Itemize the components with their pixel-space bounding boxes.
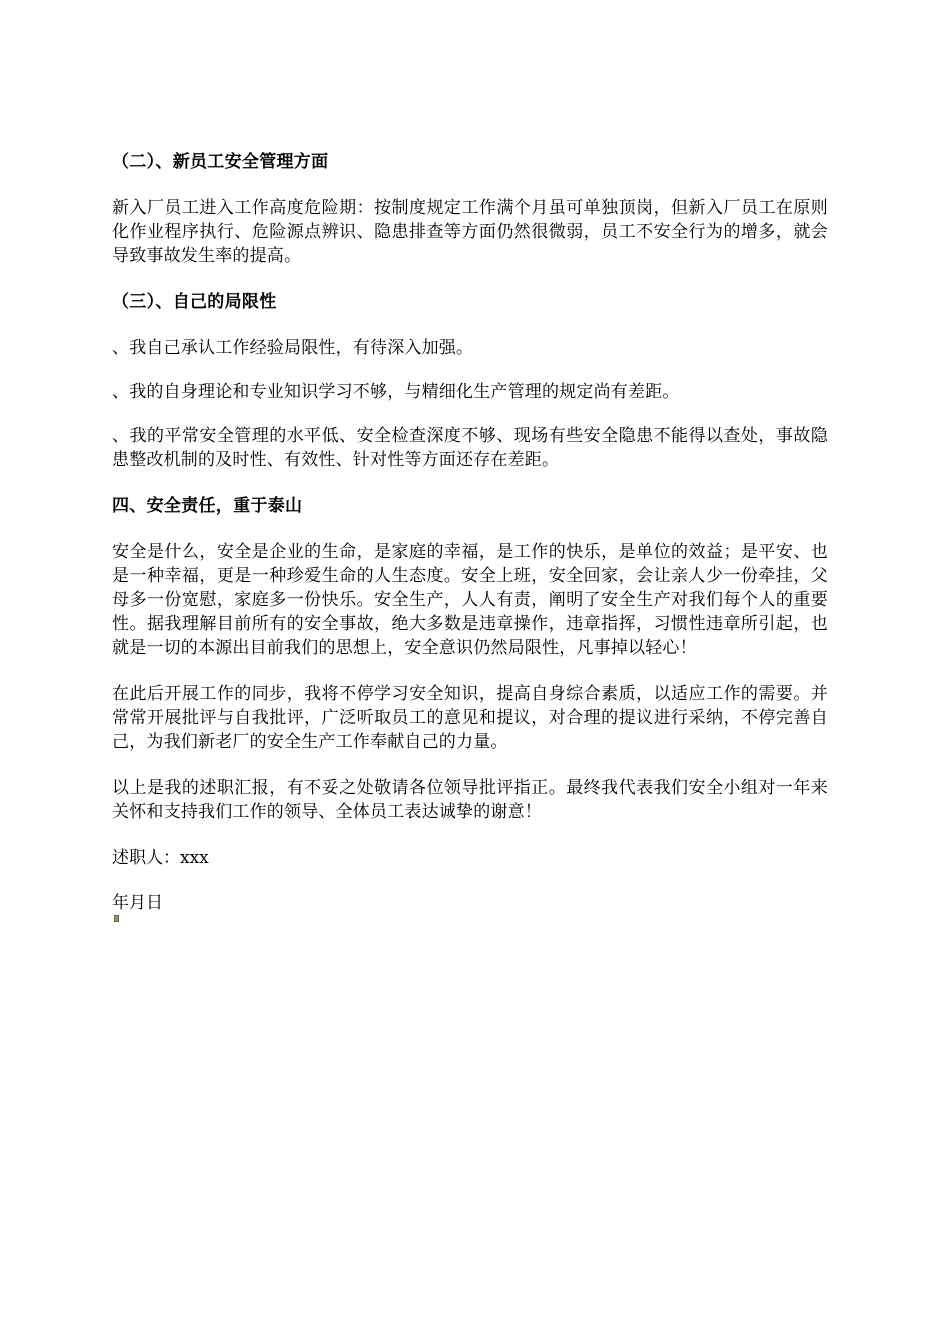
signature-line: 述职人：xxx xyxy=(112,848,209,868)
section-heading-limitations: （三）、自己的局限性 xyxy=(112,292,277,312)
document-page xyxy=(112,150,828,922)
paragraph-closing-thanks: 以上是我的述职汇报，有不妥之处敬请各位领导批评指正。最终我代表我们安全小组对一年来关怀和支持我们工作的领导、全体员工表达诚挚的谢意！ xyxy=(112,778,828,822)
paragraph-limitation-1: 、我自己承认工作经验局限性，有待深入加强。 xyxy=(112,338,474,358)
paragraph-safety-meaning: 安全是什么，安全是企业的生命，是家庭的幸福，是工作的快乐，是单位的效益；是平安、也是一种幸福，更是一种珍爱生命的人生态度。安全上班，安全回家，会让亲人少一份牵挂，父母多一份宽慰，家庭多一份快乐。安全生产，人人有责，阐明了安全生产对我们每个人的重要性。据我理解目前所有的安全事故，绝大多数是违章操作，违章指挥，习惯性违章所引起，也就是一切的本源出目前我们的思想上，安全意识仍然局限性，凡事掉以轻心！ xyxy=(112,542,828,658)
paragraph-limitation-3: 、我的平常安全管理的水平低、安全检查深度不够、现场有些安全隐患不能得以查处，事故隐患整改机制的及时性、有效性、针对性等方面还存在差距。 xyxy=(112,426,828,470)
section-heading-new-staff: （二）、新员工安全管理方面 xyxy=(112,152,329,172)
paragraph-limitation-2: 、我的自身理论和专业知识学习不够，与精细化生产管理的规定尚有差距。 xyxy=(112,382,680,402)
paragraph-new-staff: 新入厂员工进入工作高度危险期：按制度规定工作满个月虽可单独顶岗，但新入厂员工在原则化作业程序执行、危险源点辨识、隐患排查等方面仍然很微弱，员工不安全行为的增多，就会导致事故发生率的提高。 xyxy=(112,198,828,266)
date-line: 年月日 xyxy=(112,893,163,913)
section-heading-safety-responsibility: 四、安全责任，重于泰山 xyxy=(112,496,303,516)
paragraph-future-work: 在此后开展工作的同步，我将不停学习安全知识，提高自身综合素质，以适应工作的需要。并常常开展批评与自我批评，广泛听取员工的意见和提议，对合理的提议进行采纳，不停完善自己，为我们新老厂的安全生产工作奉献自己的力量。 xyxy=(112,684,828,752)
anchor-marker-icon xyxy=(114,915,119,922)
